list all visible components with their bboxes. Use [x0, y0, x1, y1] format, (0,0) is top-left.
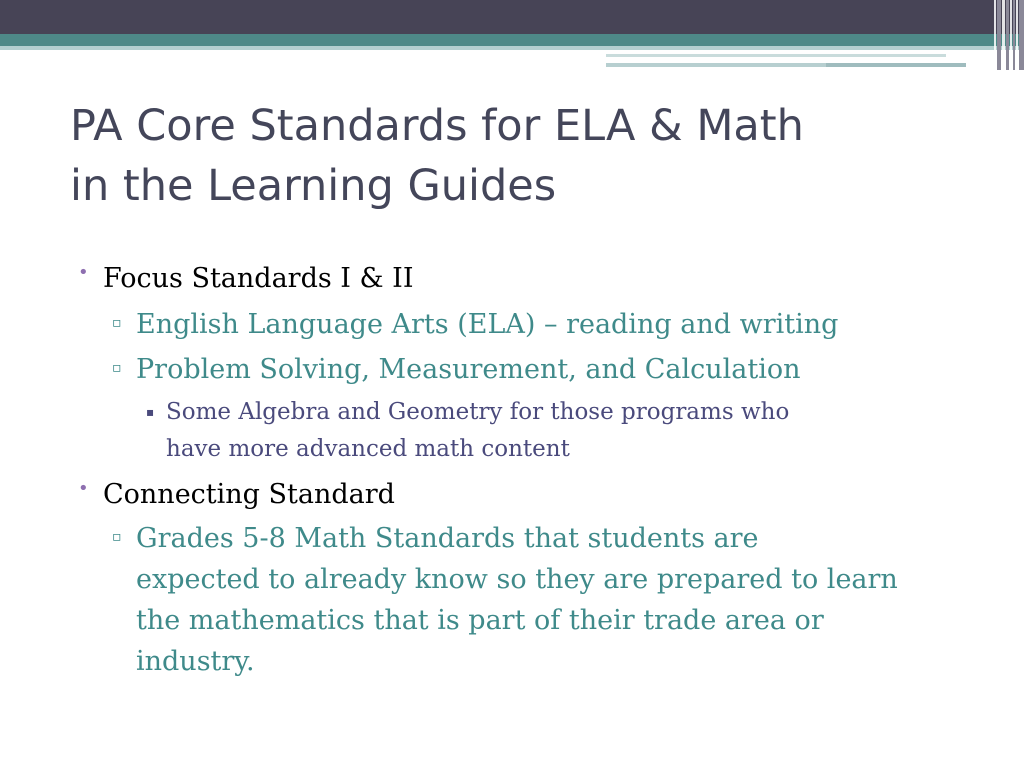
level1-bullet-icon: •: [78, 478, 89, 499]
bullet-algebra-geometry-line-2: have more advanced math content: [166, 436, 570, 462]
header-vertical-highlight: [994, 0, 996, 70]
bullet-grades-5-8-line-4: industry.: [136, 646, 255, 677]
header-vertical-stripe: [1019, 0, 1024, 70]
level1-bullet-icon: •: [78, 262, 89, 283]
header-band-teal: [0, 34, 1024, 46]
header-vertical-highlight: [1002, 0, 1005, 70]
bullet-connecting-standard: Connecting Standard: [103, 479, 395, 510]
bullet-ela: English Language Arts (ELA) – reading and writing: [136, 309, 839, 340]
level2-bullet-icon: ▫: [112, 529, 122, 545]
header-vertical-stripe: [1006, 0, 1009, 70]
level2-bullet-icon: ▫: [112, 360, 122, 376]
header-band-dark: [0, 0, 1024, 34]
bullet-grades-5-8-line-2: expected to already know so they are prepared to learn: [136, 564, 898, 595]
header-vertical-highlight: [1010, 0, 1012, 70]
header-band-teal-light: [0, 46, 1024, 50]
header-vertical-highlight: [1016, 0, 1018, 70]
header-accent-line-2: [606, 63, 826, 67]
header-vertical-stripe: [1013, 0, 1015, 70]
slide-title-line-1: PA Core Standards for ELA & Math: [70, 101, 804, 151]
header-vertical-stripe: [997, 0, 1001, 70]
header-accent-line-3: [826, 63, 966, 67]
slide-title-line-2: in the Learning Guides: [70, 161, 557, 211]
bullet-grades-5-8-line-1: Grades 5-8 Math Standards that students are: [136, 523, 759, 554]
bullet-grades-5-8-line-3: the mathematics that is part of their trade area or: [136, 605, 824, 636]
bullet-problem-solving: Problem Solving, Measurement, and Calculation: [136, 354, 801, 385]
bullet-focus-standards: Focus Standards I & II: [103, 263, 414, 294]
level2-bullet-icon: ▫: [112, 315, 122, 331]
header-accent-line-1: [606, 54, 946, 57]
slide-title: [70, 96, 970, 216]
bullet-algebra-geometry-line-1: Some Algebra and Geometry for those programs who: [166, 399, 790, 425]
level3-bullet-icon: ▪: [146, 405, 155, 419]
